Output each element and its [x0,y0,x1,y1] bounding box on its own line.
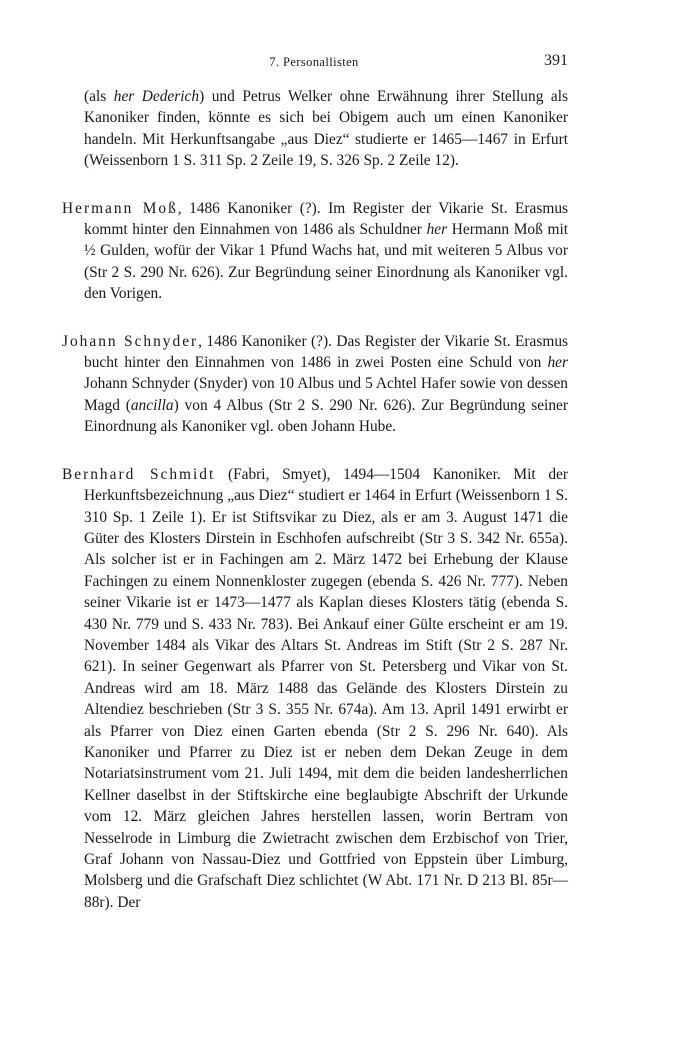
entry-hermann-moss [62,198,568,305]
entry-bernhard-schmidt [62,464,568,914]
page-number: 391 [544,52,568,69]
text-run: ) und Petrus Welker ohne Erwähnung ihrer Stellung als Kanoniker finden, könnte es sich bei Obigem auch um einen Kanoniker handeln. Mit Herkunftsangabe „aus Diez“ studierte er 1465—1467 in Erfurt (Weissenborn 1 S. 311 Sp. 2 Zeile 19, S. 326 Sp. 2 Zeile 12). [84,88,568,170]
text-run: ) von 4 Albus (Str 2 S. 290 Nr. 626). Zur Begründung seiner Einordnung als Kanoniker vgl. oben Johann Hube. [84,396,568,436]
paragraph-continuation [62,86,568,172]
text-run: (als [84,88,114,105]
italic-text: her Dederich [113,88,200,105]
body-text [62,86,568,939]
italic-text: ancilla [130,396,174,414]
entry-johann-schnyder [62,331,568,438]
text-run: Johann Schnyder (Snyder) von 10 Albus und 5 Achtel Hafer sowie von dessen Magd ( [84,375,568,414]
text-run: (Fabri, Smyet), 1494—1504 Kanoniker. Mit der Herkunftsbezeichnung „aus Diez“ studiert er 1464 in Erfurt (Weissenborn 1 S. 310 Sp. 1 Zeile 1). Er ist Stiftsvikar zu Diez, als er am 3. August 1471 die Güter des Klosters Dirstein in Eschhofen aufschreibt (Str 3 S. 342 Nr. 655a). Als solcher ist er in Fachingen am 2. März 1472 bei Erhebung der Klause Fachingen zu einem Nonnenkloster zugegen (ebenda S. 426 Nr. 777). Neben seiner Vikarie ist er 1473—1477 als Kaplan dieses Klosters tätig (ebenda S. 430 Nr. 779 und S. 433 Nr. 783). Bei Ankauf einer Gülte erscheint er am 19. November 1484 als Vikar des Altars St. Andreas im Stift (Str 2 S. 287 Nr. 621). In seiner Gegenwart als Pfarrer von St. Petersberg und Vikar von St. Andreas wird am 18. März 1488 das Gelände des Klosters Dirstein zu Altendiez beschrieben (Str 3 S. 355 Nr. 674a). Am 13. April 1491 erwirbt er als Pfarrer von Diez einen Garten ebenda (Str 2 S. 296 Nr. 640). Als Kanoniker und Pfarrer zu Diez ist er neben dem Dekan Zeuge in dem Notariatsinstrument vom 21. Juli 1494, mit dem die beiden landesherrlichen Kellner daselbst in der Stiftskirche eine beglaubigte Abschrift der Urkunde vom 12. März gleichen Jahres herstellen lassen, worin Bertram von Nesselrode in Limburg die Zwietracht zwischen dem Erzbischof von Trier, Graf Johann von Nassau-Diez und Gottfried von Eppstein über Limburg, Molsberg und die Grafschaft Diez schlichtet (W Abt. 171 Nr. D 213 Bl. 85r—88r). Der [84,465,568,911]
text-run: , 1486 Kanoniker (?). Das Register der Vikarie St. Erasmus bucht hinter den Einnahmen von 1486 in zwei Posten eine Schuld von [84,332,569,372]
entry-name: Hermann Moß [62,199,178,217]
page-header [60,52,568,74]
running-head: 7. Personallisten [269,55,359,69]
entry-name: Bernhard Schmidt [62,465,216,483]
entry-name: Johann Schnyder [62,332,199,350]
text-run: Hermann Moß mit ½ Gulden, wofür der Vikar 1 Pfund Wachs hat, und mit weiteren 5 Albus vor (Str 2 S. 290 Nr. 626). Zur Begründung seiner Einordnung als Kanoniker vgl. den Vorigen. [84,221,568,303]
text-run: , 1486 Kanoniker (?). Im Register der Vikarie St. Erasmus kommt hinter den Einnahmen von 1486 als Schuldner [84,199,568,239]
italic-text: her [426,221,448,239]
italic-text: her [547,354,568,372]
